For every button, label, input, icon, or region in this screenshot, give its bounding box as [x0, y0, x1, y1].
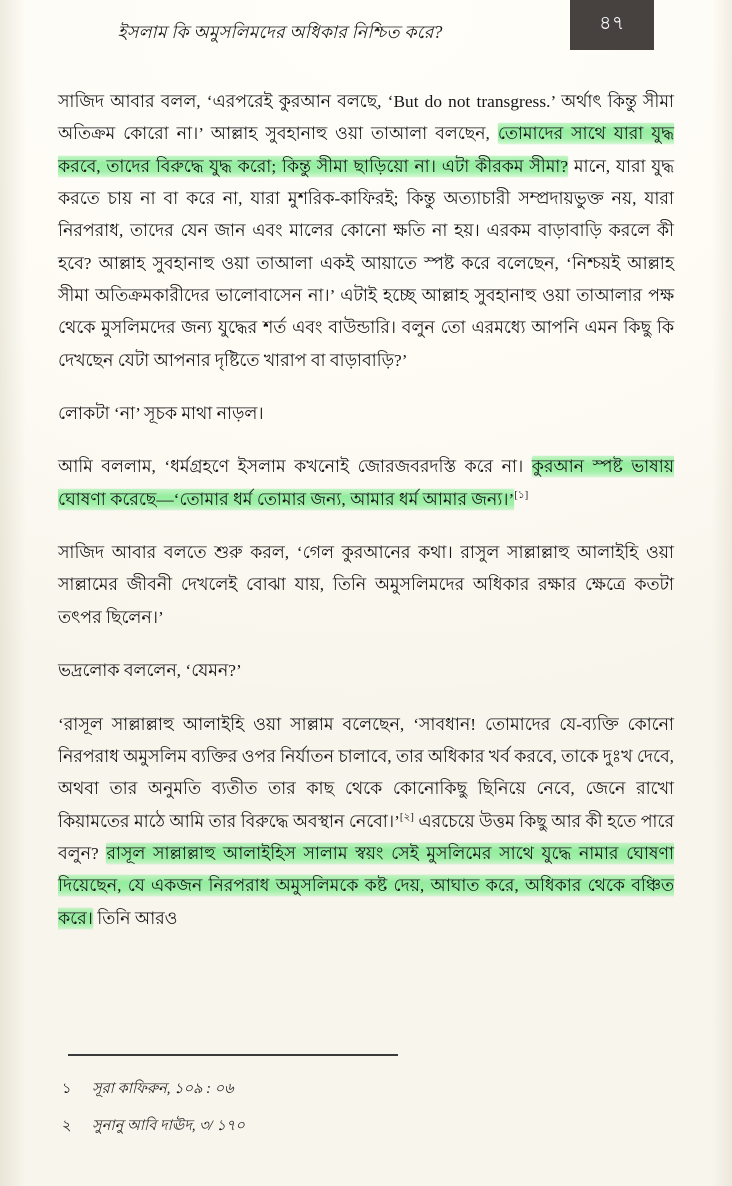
para1-text-b: ’ অর্থাৎ কিন্তু সীমা অতিক্রম কোরো না।’ আল্লাহ সুবহানাহু ওয়া তাআলা বলছেন, — [58, 92, 674, 144]
running-title: ইসলাম কি অমুসলিমদের অধিকার নিশ্চিত করে? — [117, 22, 443, 42]
para3-text-a: আমি বললাম, ‘ধর্মগ্রহণে ইসলাম কখনোই জোরজবরদস্তি করে না। — [58, 457, 532, 477]
paragraph-1 — [58, 86, 674, 377]
footnote-number: ১ — [62, 1081, 72, 1097]
footnote-item — [62, 1115, 622, 1139]
para1-text-c: মানে, যারা যুদ্ধ করতে চায় না বা করে না, যারা মুশরিক-কাফিরই; কিন্তু অত্যাচারী সম্প্রদায়ভুক্ত নয়, যারা নিরপরাধ, তাদের যেন জান এবং মালের কোনো ক্ষতি না হয়। এরকম বাড়াবাড়ি করলে কী হবে? আল্লাহ সুবহানাহু ওয়া তাআলা একই আয়াতে স্পষ্ট করে বলেছেন, ‘নিশ্চয়ই আল্লাহ সীমা অতিক্রমকারীদের ভালোবাসেন না।’ এটাই হচ্ছে আল্লাহ সুবহানাহু ওয়া তাআলার পক্ষ থেকে মুসলিমদের জন্য যুদ্ধের শর্ত এবং বাউন্ডারি। বলুন তো এরমধ্যে আপনি এমন কিছু কি দেখছেন যেটা আপনার দৃষ্টিতে খারাপ বা বাড়াবাড়ি?’ — [58, 156, 674, 370]
highlighted-text-1: তোমাদের সাথে যারা যুদ্ধ করবে, তাদের বিরুদ্ধে যুদ্ধ করো; কিন্তু সীমা ছাড়িয়ো না। এটা কীরকম সীমা? — [58, 124, 674, 176]
para6-text-a: ‘রাসূল সাল্লাল্লাহু আলাইহি ওয়া সাল্লাম বলেছেন, ‘সাবধান! তোমাদের যে-ব্যক্তি কোনো নিরপরাধ অমুসলিম ব্যক্তির ওপর নির্যাতন চালাবে, তার অধিকার খর্ব করবে, তাকে দুঃখ দেবে, অথবা তার অনুমতি ব্যতীত তার কাছ থেকে কোনোকিছু ছিনিয়ে নেবে, জেনে রাখো কিয়ামতের মাঠে আমি তার বিরুদ্ধে অবস্থান নেবো।’ — [58, 714, 674, 831]
para6-text-c: তিনি আরও — [92, 908, 178, 928]
footnote-text: সুনানু আবি দাঊদ, ৩/ ১৭০ — [92, 1118, 245, 1134]
highlighted-text-2: কুরআন স্পষ্ট ভাষায় ঘোষণা করেছে—‘তোমার ধর্ম তোমার জন্য, আমার ধর্ম আমার জন্য।’ — [58, 457, 674, 509]
footnote-number: ২ — [62, 1118, 72, 1134]
page-number-badge — [570, 0, 654, 50]
paragraph-4: সাজিদ আবার বলতে শুরু করল, ‘গেল কুরআনের কথা। রাসুল সাল্লাল্লাহু আলাইহি ওয়া সাল্লামের জীবনী দেখলেই বোঝা যায়, তিনি অমুসলিমদের অধিকার রক্ষার ক্ষেত্রে কতটা তৎপর ছিলেন।’ — [58, 543, 674, 627]
footnote-text: সূরা কাফিরুন, ১০৯ : ০৬ — [92, 1081, 234, 1097]
page-body — [58, 86, 674, 956]
footnote-item — [62, 1078, 622, 1102]
footnote-ref-2: [২] — [399, 811, 414, 823]
footnote-ref-1: [১] — [514, 490, 529, 502]
page-number: ৪৭ — [599, 13, 625, 34]
page-header — [0, 0, 732, 64]
highlighted-text-3: রাসূল সাল্লাল্লাহু আলাইহিস সালাম স্বয়ং সেই মুসলিমের সাথে যুদ্ধে নামার ঘোষণা দিয়েছেন, যে একজন নিরপরাধ অমুসলিমকে কষ্ট দেয়, আঘাত করে, অধিকার থেকে বঞ্চিত করে। — [58, 843, 675, 928]
paragraph-5: ভদ্রলোক বললেন, ‘যেমন?’ — [58, 661, 242, 681]
footnote-divider — [68, 1054, 398, 1056]
footnote-list — [62, 1078, 622, 1152]
paragraph-3 — [58, 451, 674, 516]
para1-text-a: সাজিদ আবার বলল, ‘এরপরেই কুরআন বলছে, ‘ — [58, 92, 394, 111]
para6-text-b: এরচেয়ে উত্তম কিছু আর কী হতে পারে বলুন? — [58, 811, 674, 863]
paragraph-2: লোকটা ‘না’ সূচক মাথা নাড়ল। — [58, 404, 264, 424]
paragraph-6 — [58, 709, 674, 935]
para1-english-quote: But do not transgress. — [393, 92, 551, 111]
